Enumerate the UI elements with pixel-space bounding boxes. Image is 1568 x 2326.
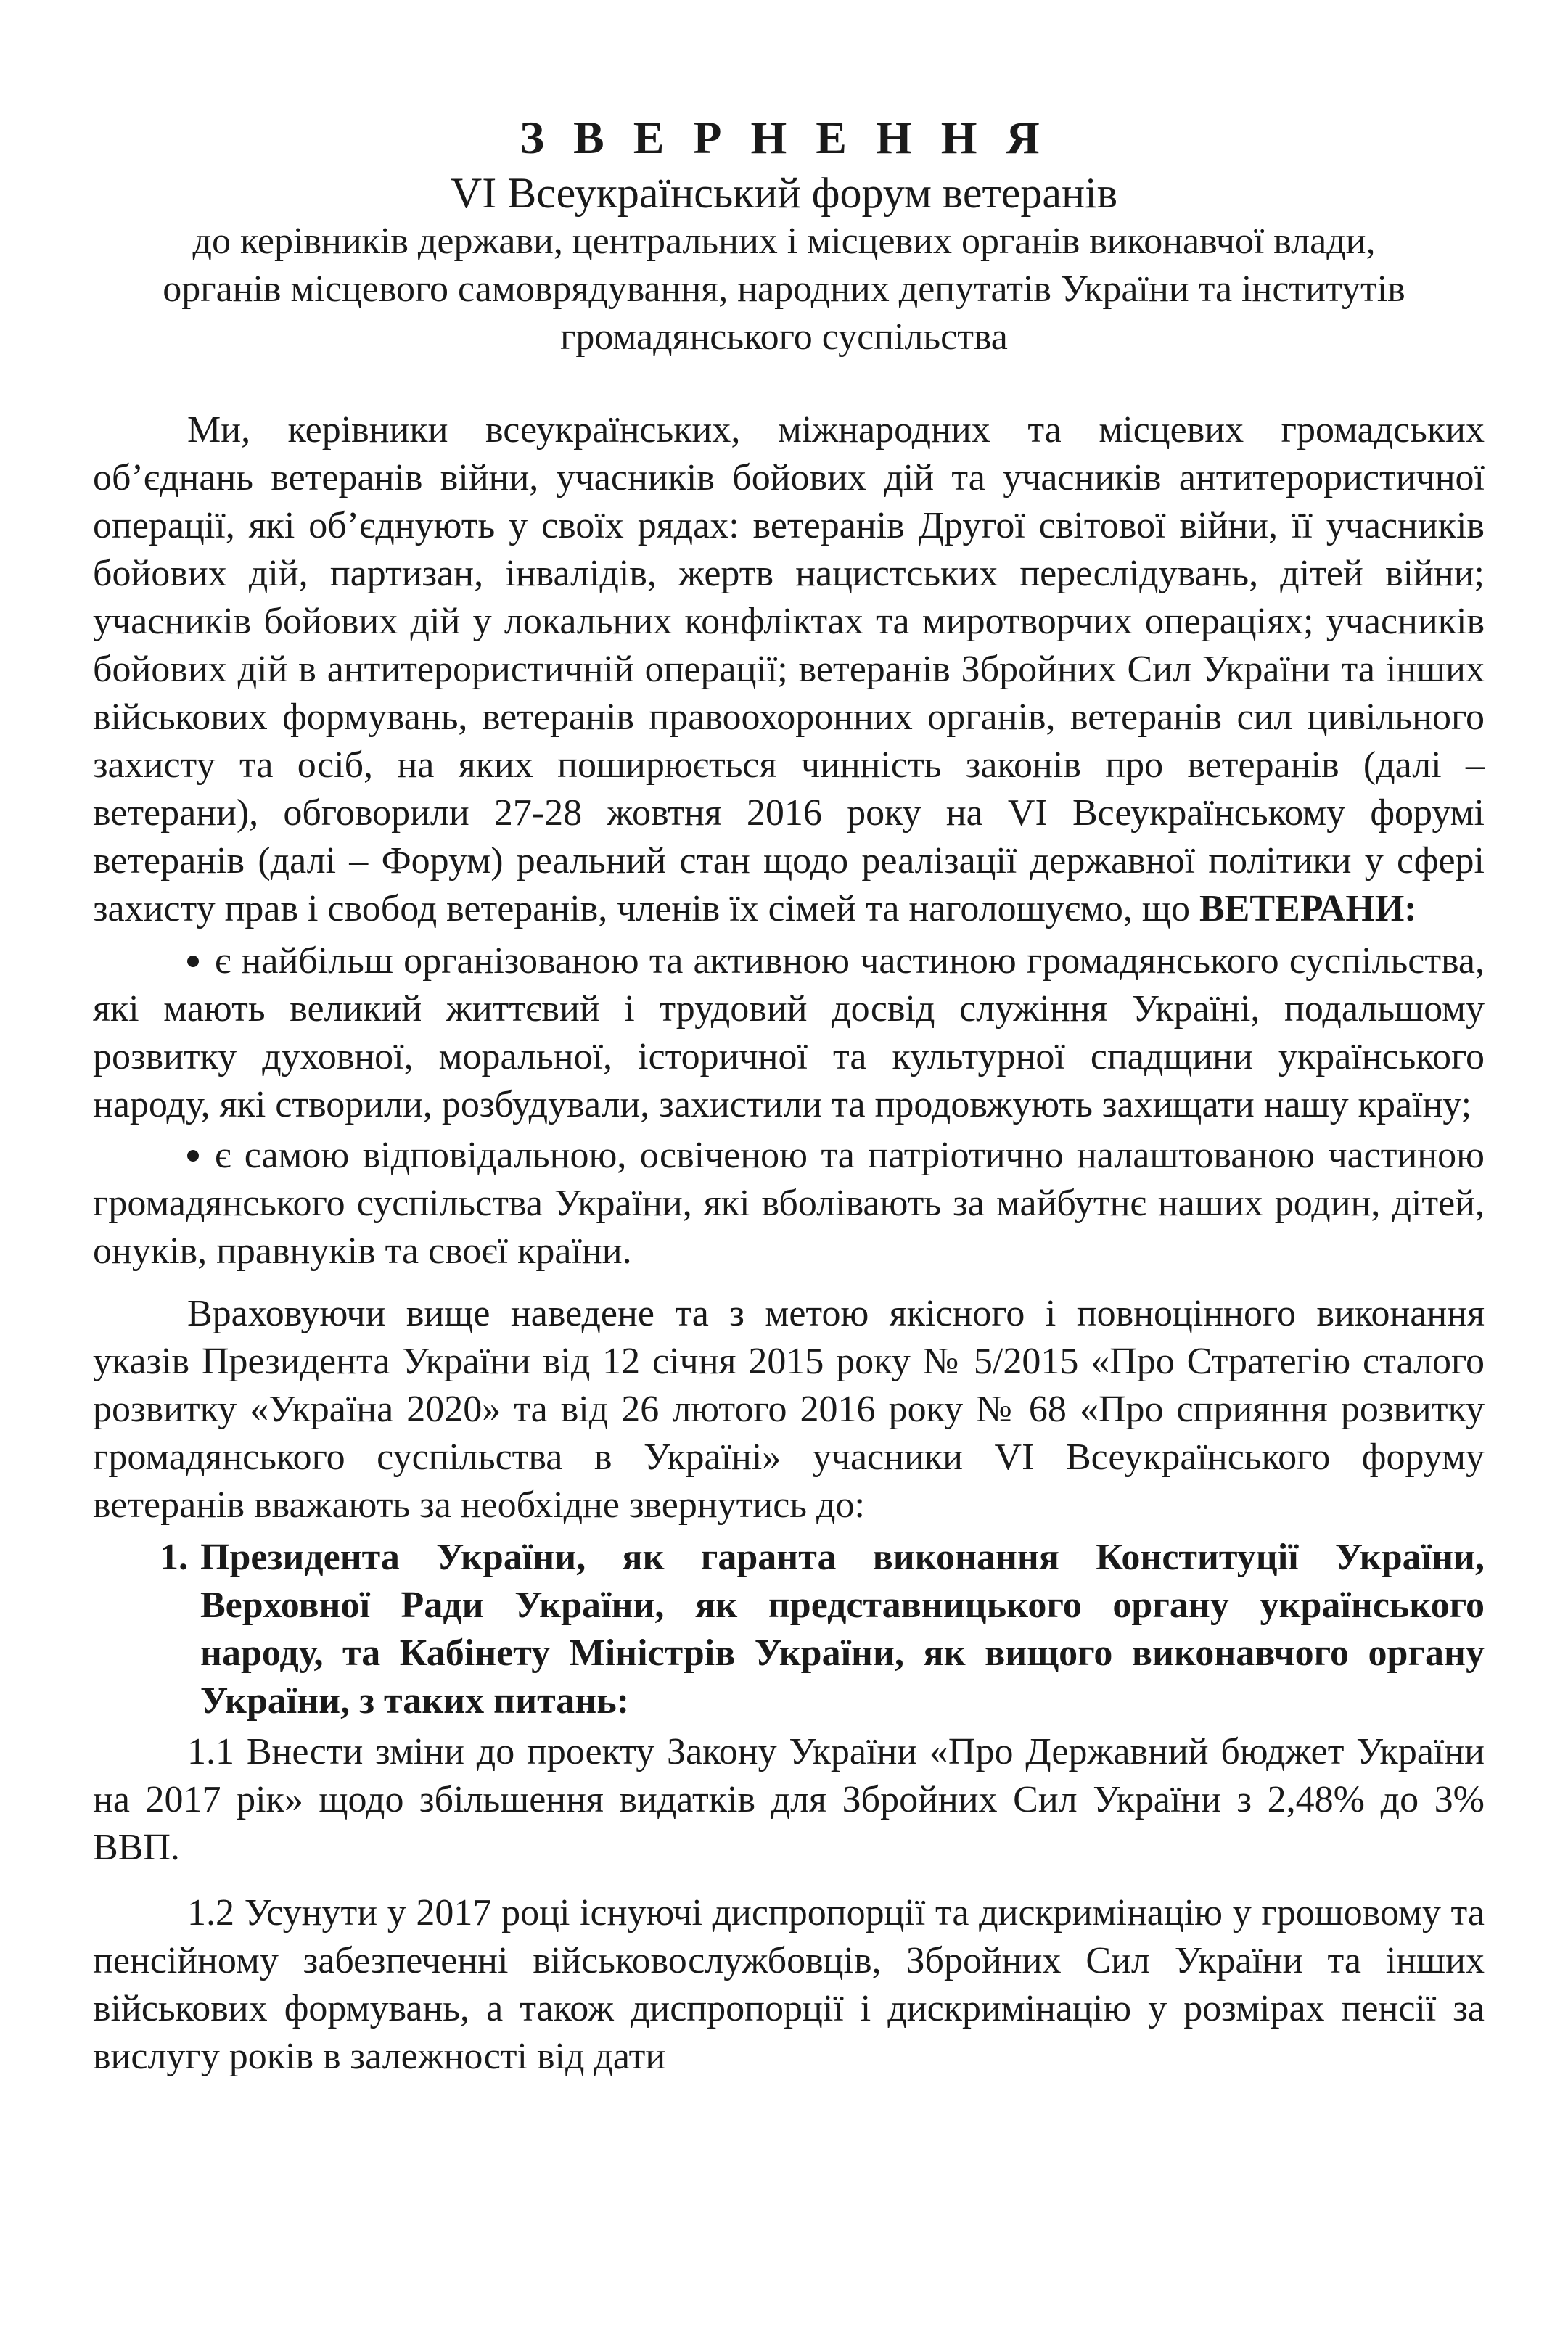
bullet-icon <box>187 1150 199 1162</box>
considering-paragraph: Враховуючи вище наведене та з метою якісного і повноцінного виконання указів Президента України від 12 січня 2015 року № 5/2015 «Про Стратегію сталого розвитку «Україна 2020» та від 26 лютого 2016 року № 68 «Про сприяння розвитку громадянського суспільства в Україні» учасники VI Всеукраїнського форуму ветеранів вважають за необхідне звернутись до: <box>93 1293 1485 1526</box>
document-subtitle: VI Всеукраїнський форум ветеранів <box>450 169 1118 217</box>
intro-emphasis: ВЕТЕРАНИ: <box>1199 888 1417 929</box>
bullet-text: є найбільш організованою та активною частиною громадянського суспільства, які мають великий життєвий і трудовий досвід служіння Україні, подальшому розвитку духовної, моральної, історичної та культурної спадщини українського народу, які створили, розбудували, захистили та продовжують захищати нашу країну; <box>93 940 1485 1125</box>
bullet-icon <box>187 956 199 967</box>
bullet-text: є самою відповідальною, освіченою та патріотично налаштованою частиною громадянського суспільства України, які вболівають за майбутнє наших родин, дітей, онуків, правнуків та своєї країни. <box>93 1135 1485 1272</box>
intro-paragraph <box>93 406 1485 933</box>
bullet-item <box>93 937 1485 1129</box>
bullet-item <box>93 1132 1485 1275</box>
section-1-item: 1.1 Внести зміни до проекту Закону України «Про Державний бюджет України на 2017 рік» щодо збільшення видатків для Збройних Сил України з 2,48% до 3% ВВП. <box>93 1731 1485 1868</box>
section-1 <box>93 1534 1485 1725</box>
document-body <box>93 406 1485 2081</box>
document-addressees: до керівників держави, центральних і місцевих органів виконавчої влади, органів місцевого самоврядування, народних депутатів України та інститутів громадянського суспільства <box>163 221 1405 358</box>
intro-text: Ми, керівники всеукраїнських, міжнародних та місцевих громадських об’єднань ветеранів війни, учасників бойових дій та учасників антитерористичної операції, які об’єднують у своїх рядах: ветеранів Другої світової війни, її учасників бойових дій, партизан, інвалідів, жертв нацистських переслідувань, дітей війни; учасників бойових дій у локальних конфліктах та миротворчих операціях; учасників бойових дій в антитерористичній операції; ветеранів Збройних Сил України та інших військових формувань, ветеранів правоохоронних органів, ветеранів сил цивільного захисту та осіб, на яких поширюється чинність законів про ветеранів (далі – ветерани), обговорили 27-28 жовтня 2016 року на VI Всеукраїнському форумі ветеранів (далі – Форум) реальний стан щодо реалізації державної політики у сфері захисту прав і свобод ветеранів, членів їх сімей та наголошуємо, що <box>93 409 1485 929</box>
document-title: З В Е Р Н Е Н Н Я <box>520 112 1048 163</box>
section-1-item: 1.2 Усунути у 2017 році існуючі диспропорції та дискримінацію у грошовому та пенсійному забезпеченні військовослужбовців, Збройних Сил України та інших військових формувань, а також диспропорції і дискримінацію у розмірах пенсії за вислугу років в залежності від дати <box>93 1892 1485 2077</box>
section-1-heading: Президента України, як гаранта виконання Конституції України, Верховної Ради України, як представницького органу українського народу, та Кабінету Міністрів України, як вищого виконавчого органу України, з таких питань: <box>200 1537 1485 1722</box>
section-1-number: 1. <box>160 1537 188 1578</box>
